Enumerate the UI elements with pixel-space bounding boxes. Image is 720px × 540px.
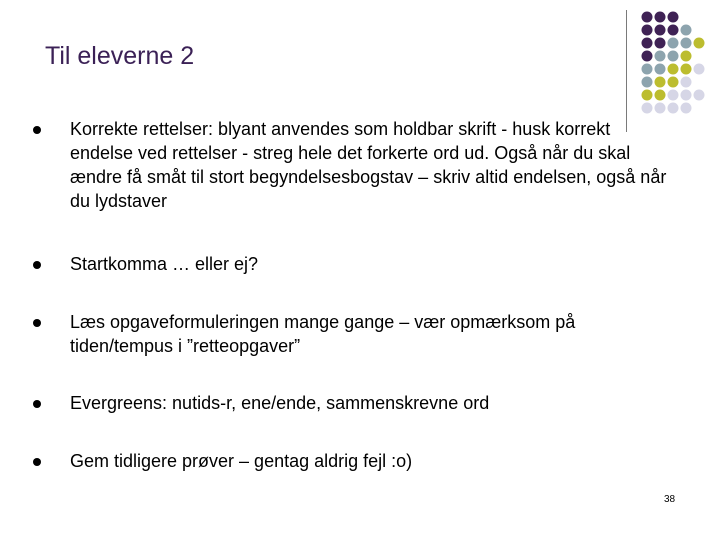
deco-dot — [642, 64, 653, 75]
deco-dot — [655, 51, 666, 62]
deco-dot — [642, 103, 653, 114]
deco-dot — [655, 77, 666, 88]
bullet-item — [70, 391, 670, 415]
bullet-dot-icon — [33, 126, 41, 134]
bullet-item — [70, 449, 670, 473]
deco-dot — [642, 51, 653, 62]
deco-dot — [655, 12, 666, 23]
bullet-text: Læs opgaveformuleringen mange gange – vær opmærksom på tiden/tempus i ”retteopgaver” — [70, 312, 576, 356]
deco-dot — [668, 38, 679, 49]
deco-dot — [642, 90, 653, 101]
deco-dot — [668, 64, 679, 75]
bullet-text: Evergreens: nutids-r, ene/ende, sammenskrevne ord — [70, 393, 490, 413]
bullet-text: Startkomma … eller ej? — [70, 254, 259, 274]
deco-dot — [668, 25, 679, 36]
bullet-dot-icon — [33, 458, 41, 466]
deco-dot — [655, 90, 666, 101]
deco-dot — [694, 64, 705, 75]
bullet-item — [70, 310, 670, 358]
bullet-dot-icon — [33, 400, 41, 408]
deco-dot — [668, 77, 679, 88]
deco-dot — [681, 25, 692, 36]
deco-dot — [655, 103, 666, 114]
bullet-dot-icon — [33, 261, 41, 269]
bullet-dot-icon — [33, 319, 41, 327]
deco-dot — [642, 38, 653, 49]
deco-dot — [681, 64, 692, 75]
deco-dot — [681, 51, 692, 62]
deco-dot — [642, 25, 653, 36]
slide-title: Til eleverne 2 — [45, 42, 195, 70]
deco-dot — [681, 77, 692, 88]
deco-dot — [668, 51, 679, 62]
bullet-item — [70, 117, 670, 213]
bullet-text: Korrekte rettelser: blyant anvendes som holdbar skrift - husk korrekt endelse ved rettelser - streg hele det forkerte ord ud. Også når du skal ændre få småt til stort begyndelsesbogstav – skriv altid endelsen, også når du lydstaver — [70, 119, 667, 211]
deco-dot — [655, 38, 666, 49]
bullet-text: Gem tidligere prøver – gentag aldrig fejl :o) — [70, 451, 413, 471]
deco-dot — [681, 38, 692, 49]
page-number: 38 — [664, 494, 676, 505]
deco-dot — [642, 77, 653, 88]
deco-dot — [681, 103, 692, 114]
deco-dot — [655, 25, 666, 36]
deco-dot — [655, 64, 666, 75]
deco-dot — [668, 12, 679, 23]
deco-dot — [642, 12, 653, 23]
deco-dot — [694, 90, 705, 101]
deco-dot — [694, 38, 705, 49]
bullet-item — [70, 252, 670, 276]
deco-dot — [668, 90, 679, 101]
deco-dot — [681, 90, 692, 101]
deco-dot — [668, 103, 679, 114]
